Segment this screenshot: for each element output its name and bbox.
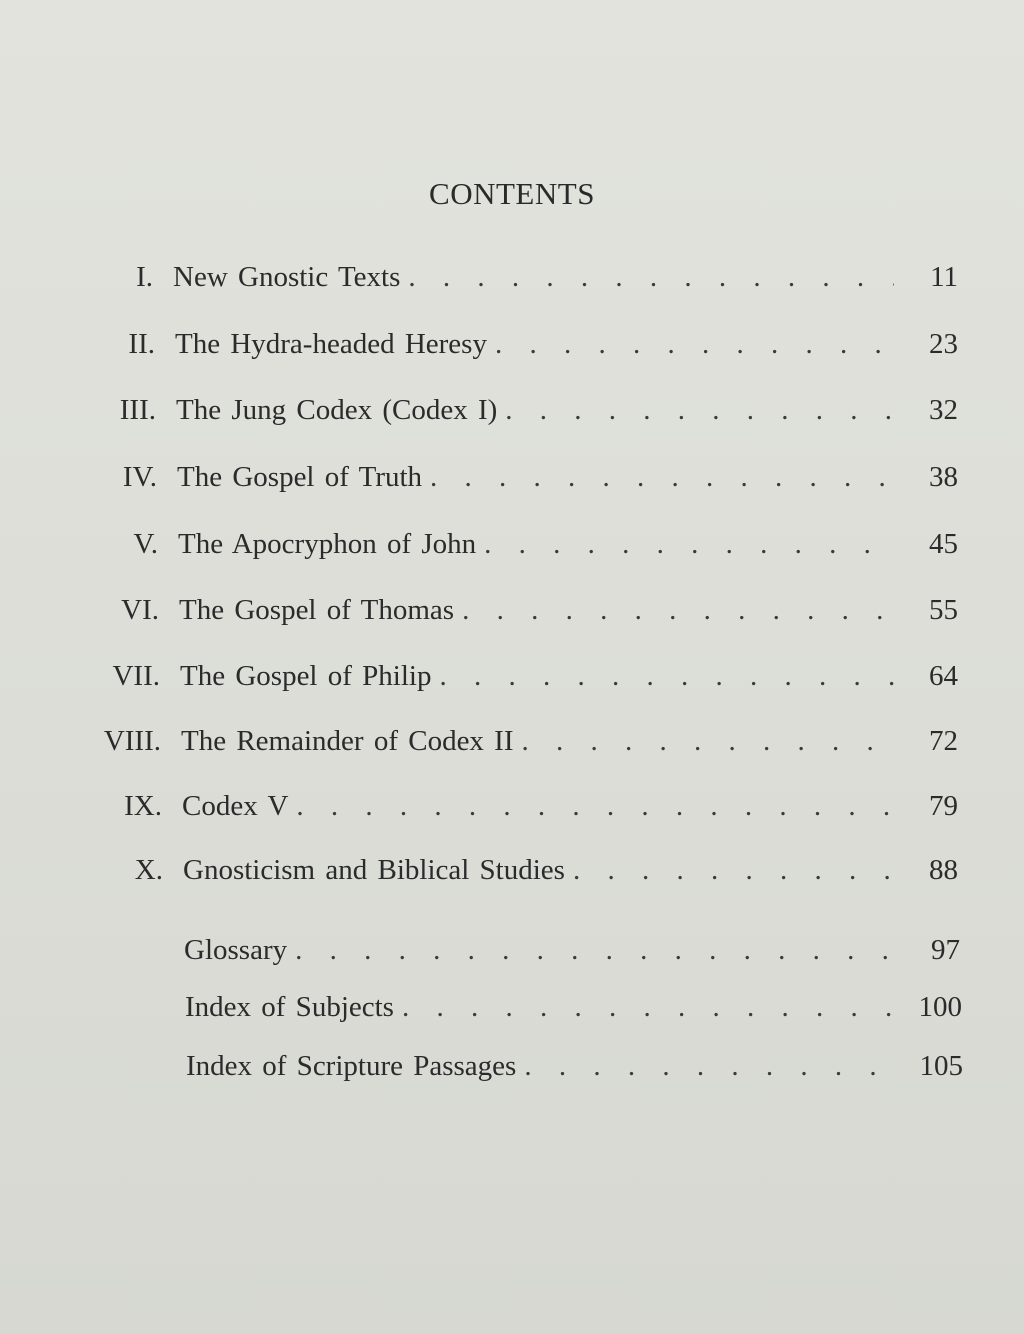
page-number: 38 — [929, 461, 958, 493]
toc-entry — [0, 390, 958, 430]
toc-entry — [0, 930, 960, 970]
toc-line — [186, 1046, 963, 1086]
back-matter-title: Glossary — [184, 934, 288, 966]
chapter-number: VI. — [121, 594, 159, 626]
back-matter-title: Index of Subjects — [185, 991, 394, 1023]
chapter-title: The Gospel of Thomas — [179, 594, 455, 626]
page-number: 72 — [929, 725, 958, 757]
toc-line — [182, 786, 958, 826]
toc-line — [176, 390, 958, 430]
toc-entry — [0, 850, 958, 890]
chapter-title: Gnosticism and Biblical Studies — [183, 854, 565, 886]
chapter-number: IX. — [124, 790, 162, 822]
chapter-title: New Gnostic Texts — [173, 261, 401, 293]
page-number: 11 — [930, 261, 958, 293]
page-number: 88 — [929, 854, 958, 886]
chapter-number: II. — [128, 328, 155, 360]
chapter-title: Codex V — [182, 790, 289, 822]
page-number: 32 — [929, 394, 958, 426]
toc-entry — [0, 524, 958, 564]
chapter-number: III. — [119, 394, 156, 426]
dot-leader — [565, 850, 894, 890]
dot-leader — [497, 390, 894, 430]
chapter-title: The Gospel of Philip — [180, 660, 432, 692]
dot-leader — [394, 987, 898, 1027]
toc-entry — [0, 1046, 963, 1086]
toc-line — [183, 850, 958, 890]
toc-line — [184, 930, 960, 970]
dot-leader — [516, 1046, 899, 1086]
toc-line — [175, 324, 958, 364]
page-number: 100 — [918, 991, 962, 1023]
chapter-number: X. — [134, 854, 163, 886]
page-number: 45 — [929, 528, 958, 560]
dot-leader — [454, 590, 894, 630]
chapter-number: I. — [136, 261, 153, 293]
dot-leader — [288, 786, 894, 826]
chapter-title: The Hydra-headed Heresy — [175, 328, 487, 360]
page-title: CONTENTS — [429, 176, 595, 211]
chapter-title: The Remainder of Codex II — [181, 725, 514, 757]
toc-entry — [0, 987, 962, 1027]
chapter-number: VII. — [112, 660, 160, 692]
page-number: 79 — [929, 790, 958, 822]
page-number: 105 — [919, 1050, 963, 1082]
page-number: 23 — [929, 328, 958, 360]
toc-entry — [0, 721, 958, 761]
dot-leader — [431, 656, 894, 696]
toc-entry — [0, 656, 958, 696]
toc-entry — [0, 786, 958, 826]
chapter-title: The Gospel of Truth — [177, 461, 423, 493]
toc-line — [179, 590, 958, 630]
chapter-number: VIII. — [103, 725, 161, 757]
toc-line — [185, 987, 962, 1027]
chapter-title: The Jung Codex (Codex I) — [176, 394, 498, 426]
toc-line — [178, 524, 958, 564]
dot-leader — [487, 324, 894, 364]
dot-leader — [476, 524, 894, 564]
page-number: 97 — [931, 934, 960, 966]
chapter-number: V. — [133, 528, 158, 560]
toc-entry — [0, 590, 958, 630]
dot-leader — [514, 721, 894, 761]
chapter-number: IV. — [122, 461, 157, 493]
dot-leader — [400, 257, 894, 297]
toc-line — [177, 457, 958, 497]
toc-entry — [0, 324, 958, 364]
dot-leader — [287, 930, 896, 970]
toc-line — [180, 656, 958, 696]
chapter-title: The Apocryphon of John — [178, 528, 477, 560]
page-number: 55 — [929, 594, 958, 626]
toc-line — [173, 257, 958, 297]
dot-leader — [422, 457, 894, 497]
back-matter-title: Index of Scripture Passages — [186, 1050, 517, 1082]
toc-entry — [0, 457, 958, 497]
toc-line — [181, 721, 958, 761]
toc-entry — [0, 257, 958, 297]
page-number: 64 — [929, 660, 958, 692]
